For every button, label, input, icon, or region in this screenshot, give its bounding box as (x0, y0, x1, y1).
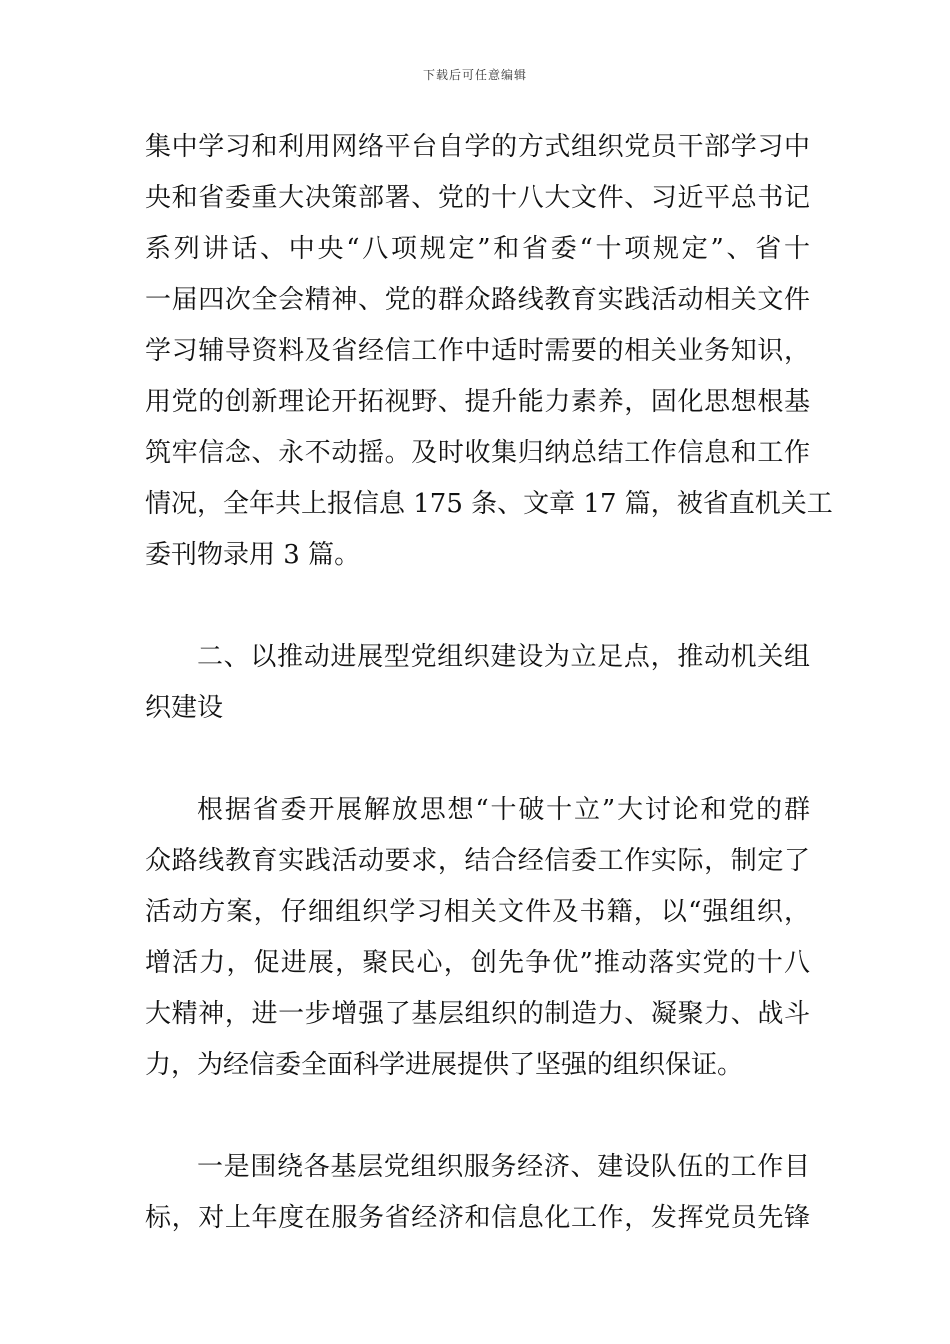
text-line: 一届四次全会精神、党的群众路线教育实践活动相关文件 (145, 285, 810, 315)
text-line: 系列讲话、中央“八项规定”和省委“十项规定”、省十 (145, 234, 810, 264)
document-body (145, 122, 833, 1244)
text-line: 学习辅导资料及省经信工作中适时需要的相关业务知识， (145, 336, 810, 366)
text-line: 标，对上年度在服务省经济和信息化工作，发挥党员先锋 (145, 1203, 810, 1233)
paragraph-activity (145, 785, 810, 1091)
text-line: 一是围绕各基层党组织服务经济、建设队伍的工作目 (197, 1152, 810, 1182)
text-line: 活动方案，仔细组织学习相关文件及书籍，以“强组织， (145, 897, 810, 927)
heading-line: 二、以推动进展型党组织建设为立足点，推动机关组 (197, 642, 810, 672)
heading-line: 织建设 (145, 693, 224, 723)
text-line: 委刊物录用 3 篇。 (145, 540, 361, 570)
text-line: 央和省委重大决策部署、党的十八大文件、习近平总书记 (145, 183, 810, 213)
text-line: 增活力，促进展，聚民心，创先争优”推动落实党的十八 (145, 948, 810, 978)
text-line: 众路线教育实践活动要求，结合经信委工作实际，制定了 (145, 846, 810, 876)
text-line: 力，为经信委全面科学进展提供了坚强的组织保证。 (145, 1050, 744, 1080)
text-line: 大精神，进一步增强了基层组织的制造力、凝聚力、战斗 (145, 999, 810, 1029)
text-line: 集中学习和利用网络平台自学的方式组织党员干部学习中 (145, 132, 810, 162)
paragraph-first-point (145, 1142, 810, 1244)
paragraph-study (145, 122, 833, 581)
section-heading-2 (145, 632, 810, 734)
text-line: 用党的创新理论开拓视野、提升能力素养，固化思想根基 (145, 387, 810, 417)
text-line: 筑牢信念、永不动摇。及时收集归纳总结工作信息和工作 (145, 438, 810, 468)
text-line: 情况，全年共上报信息 175 条、文章 17 篇，被省直机关工 (145, 489, 833, 519)
page-header: 下载后可任意编辑 (422, 68, 527, 82)
text-line: 根据省委开展解放思想“十破十立”大讨论和党的群 (197, 795, 810, 825)
